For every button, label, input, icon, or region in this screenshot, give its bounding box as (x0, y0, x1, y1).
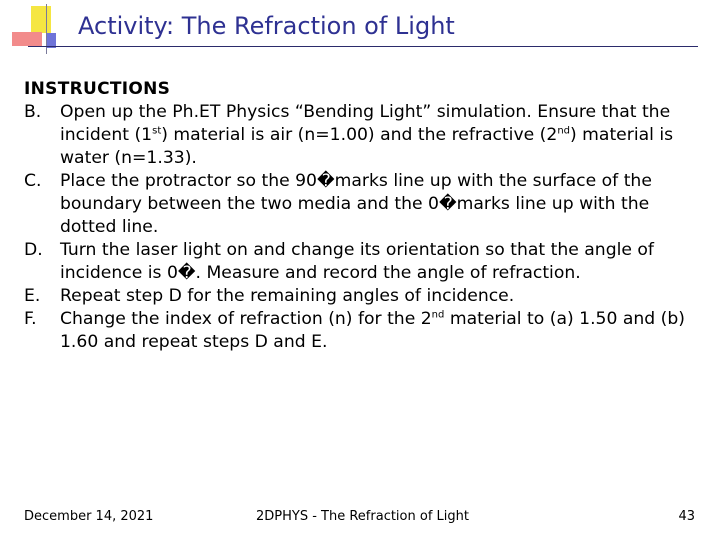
footer-course: 2DPHYS - The Refraction of Light (256, 509, 469, 524)
step-f (24, 308, 689, 354)
step-b (24, 101, 689, 170)
step-text: Repeat step D for the remaining angles of incidence. (60, 286, 515, 306)
footer-date: December 14, 2021 (24, 509, 154, 524)
superscript-nd: nd (557, 125, 570, 137)
slide-title: Activity: The Refraction of Light (78, 12, 455, 40)
slide-body (24, 78, 689, 354)
step-marker: F. (24, 309, 37, 329)
step-text-part: material to (a) 1.50 and (b) 1.60 and repeat steps D and E. (60, 309, 686, 352)
instructions-heading: INSTRUCTIONS (24, 79, 171, 99)
step-text-part: ) material is air (n=1.00) and the refractive (2 (161, 125, 558, 145)
step-marker: D. (24, 240, 43, 260)
step-text (60, 308, 689, 354)
step-e (24, 285, 689, 308)
step-text-part: ) material is water (n=1.33). (60, 125, 674, 168)
step-marker: B. (24, 102, 42, 122)
decor-red-square (12, 32, 42, 46)
step-text: Turn the laser light on and change its orientation so that the angle of incidence is 0�. Measure and record the angle of refraction. (60, 240, 654, 283)
step-text-part: Change the index of refraction (n) for the 2 (60, 309, 432, 329)
step-d (24, 239, 689, 285)
superscript-nd: nd (431, 309, 445, 321)
decor-yellow-square (31, 6, 51, 33)
instruction-list (24, 101, 689, 354)
step-marker: E. (24, 286, 41, 306)
footer-page-number: 43 (678, 509, 695, 524)
step-marker: C. (24, 171, 42, 191)
title-underline (28, 46, 698, 47)
step-text-part: Open up the Ph.ET Physics “Bending Light” simulation. Ensure that the incident (1 (60, 102, 671, 145)
step-text (60, 101, 689, 170)
step-text: Place the protractor so the 90�marks line up with the surface of the boundary between the two media and the 0�marks line up with the dotted line. (60, 171, 652, 237)
superscript-st: st (152, 125, 162, 137)
step-c (24, 170, 689, 239)
